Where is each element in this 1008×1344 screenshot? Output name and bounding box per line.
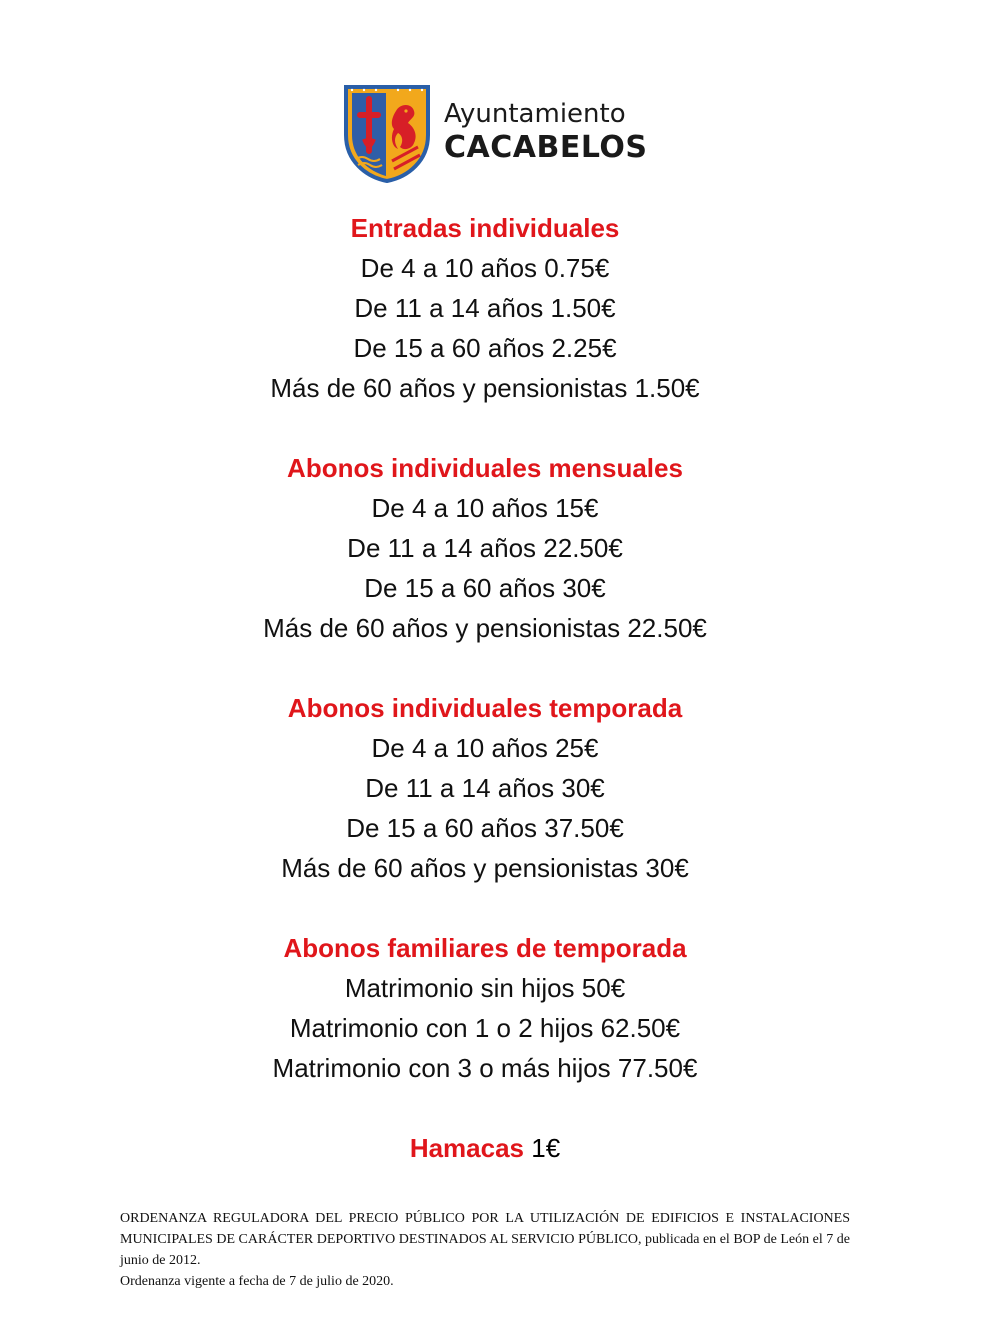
section-abonos-temporada	[0, 688, 970, 888]
logo-line-2: CACABELOS	[444, 130, 648, 165]
price-row: Matrimonio con 3 o más hijos 77.50€	[272, 1053, 698, 1083]
section-entradas-individuales	[0, 208, 970, 408]
price-row: De 4 a 10 años 25€	[371, 733, 599, 763]
price-row: Matrimonio con 1 o 2 hijos 62.50€	[289, 1013, 681, 1043]
logo	[342, 80, 648, 184]
logo-line-1: Ayuntamiento	[444, 99, 626, 129]
section-heading: Entradas individuales	[350, 213, 620, 243]
section-abonos-mensuales	[0, 448, 970, 648]
price-row: De 4 a 10 años 0.75€	[360, 253, 610, 283]
price-row: De 11 a 14 años 1.50€	[354, 293, 616, 323]
hamacas-value: 1€	[524, 1133, 561, 1163]
price-list	[0, 208, 970, 1168]
price-row: De 11 a 14 años 30€	[365, 773, 605, 803]
section-abonos-familiares	[0, 928, 970, 1088]
section-heading: Abonos individuales temporada	[287, 693, 683, 723]
coat-of-arms-icon	[342, 81, 432, 183]
hamacas-label: Hamacas	[409, 1133, 525, 1163]
price-row: Matrimonio sin hijos 50€	[344, 973, 626, 1003]
ordinance-text: ORDENANZA REGULADORA DEL PRECIO PÚBLICO POR LA UTILIZACIÓN DE EDIFICIOS E INSTALACIONES MUNICIPALES DE CARÁCTER DEPORTIVO DESTINADOS AL SERVICIO PÚBLICO, publicada en el BOP de León el 7 de junio de 2012.	[120, 1211, 850, 1268]
price-row: Más de 60 años y pensionistas 30€	[281, 853, 689, 883]
section-heading: Abonos individuales mensuales	[287, 453, 683, 483]
hamacas-price	[0, 1128, 970, 1168]
price-row: Más de 60 años y pensionistas 22.50€	[263, 613, 707, 643]
price-row: De 11 a 14 años 22.50€	[347, 533, 623, 563]
price-row: De 15 a 60 años 37.50€	[346, 813, 624, 843]
price-row: Más de 60 años y pensionistas 1.50€	[270, 373, 700, 403]
validity-text: Ordenanza vigente a fecha de 7 de julio de 2020.	[120, 1274, 394, 1289]
price-row: De 15 a 60 años 30€	[364, 573, 606, 603]
section-heading: Abonos familiares de temporada	[283, 933, 687, 963]
footer-legal-note	[120, 1208, 850, 1292]
price-row: De 15 a 60 años 2.25€	[353, 333, 617, 363]
price-row: De 4 a 10 años 15€	[371, 493, 599, 523]
